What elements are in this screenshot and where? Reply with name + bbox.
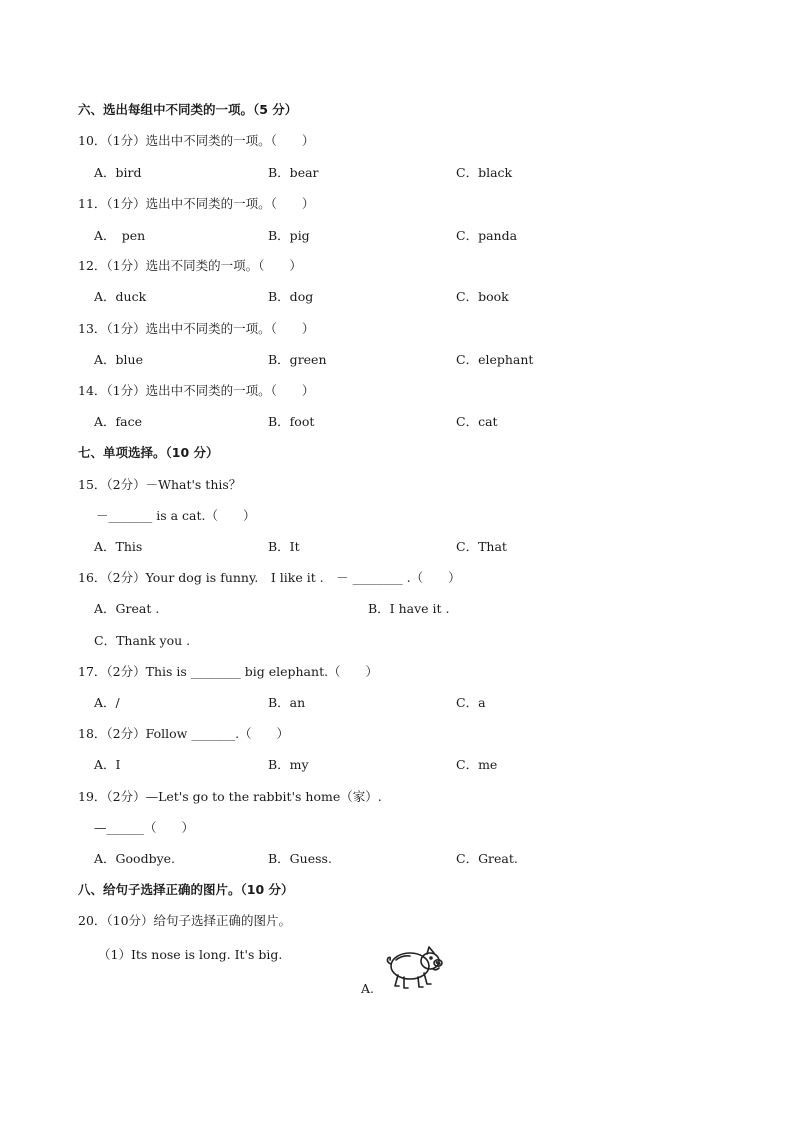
- question-14-option-b[interactable]: B．foot: [268, 414, 315, 429]
- question-12-option-c[interactable]: C．book: [456, 289, 509, 304]
- question-19-stem: 19．（2分）—Let's go to the rabbit's home（家）.: [78, 789, 382, 804]
- question-14-stem: 14．（1分）选出中不同类的一项。（ ）: [78, 383, 315, 398]
- question-13-stem: 13．（1分）选出中不同类的一项。（ ）: [78, 321, 315, 336]
- question-10-option-a[interactable]: A．bird: [94, 165, 142, 180]
- question-12-stem: 12．（1分）选出不同类的一项。（ ）: [78, 258, 302, 273]
- section-heading-six: 六、选出每组中不同类的一项。（5 分）: [78, 102, 298, 117]
- section-heading-eight: 八、给句子选择正确的图片。（10 分）: [78, 882, 294, 897]
- question-17-option-c[interactable]: C．a: [456, 695, 486, 710]
- question-20-picture-label-a: A.: [361, 981, 375, 996]
- question-16-option-c[interactable]: C．Thank you .: [94, 633, 191, 648]
- question-12-option-a[interactable]: A．duck: [94, 289, 147, 304]
- question-10-option-c[interactable]: C．black: [456, 165, 513, 180]
- question-18-option-c[interactable]: C．me: [456, 757, 498, 772]
- question-17-option-b[interactable]: B．an: [268, 695, 306, 710]
- question-15-option-a[interactable]: A．This: [94, 539, 143, 554]
- question-14-option-c[interactable]: C．cat: [456, 414, 498, 429]
- question-13-option-c[interactable]: C．elephant: [456, 352, 534, 367]
- question-18-stem: 18．（2分）Follow _______.（ ）: [78, 726, 290, 741]
- question-11-option-b[interactable]: B．pig: [268, 228, 310, 243]
- question-20-sub-1: （1）Its nose is long. It's big.: [98, 947, 283, 962]
- question-17-stem: 17．（2分）This is ________ big elephant.（ ）: [78, 664, 379, 679]
- question-11-option-c[interactable]: C．panda: [456, 228, 518, 243]
- question-10-option-b[interactable]: B．bear: [268, 165, 319, 180]
- question-12-option-b[interactable]: B．dog: [268, 289, 314, 304]
- section-heading-seven: 七、单项选择。（10 分）: [78, 445, 219, 460]
- question-16-stem: 16．（2分）Your dog is funny. I like it . － ________ .（ ）: [78, 570, 461, 585]
- question-16-option-b[interactable]: B．I have it .: [368, 601, 450, 616]
- pig-icon[interactable]: [384, 944, 446, 992]
- question-10-stem: 10．（1分）选出中不同类的一项。（ ）: [78, 133, 315, 148]
- question-17-option-a[interactable]: A．/: [94, 695, 120, 710]
- question-15-option-b[interactable]: B．It: [268, 539, 300, 554]
- question-20-stem: 20．（10分）给句子选择正确的图片。: [78, 913, 292, 928]
- question-14-option-a[interactable]: A．face: [94, 414, 143, 429]
- question-13-option-b[interactable]: B．green: [268, 352, 327, 367]
- question-13-option-a[interactable]: A．blue: [94, 352, 143, 367]
- question-18-option-a[interactable]: A．I: [94, 757, 121, 772]
- question-19-option-a[interactable]: A．Goodbye.: [94, 851, 175, 866]
- question-15-line2: －_______ is a cat.（ ）: [96, 508, 256, 523]
- question-11-option-a[interactable]: A． pen: [94, 228, 146, 243]
- question-19-option-b[interactable]: B．Guess.: [268, 851, 332, 866]
- question-18-option-b[interactable]: B．my: [268, 757, 309, 772]
- question-19-option-c[interactable]: C．Great.: [456, 851, 518, 866]
- question-15-option-c[interactable]: C．That: [456, 539, 507, 554]
- question-11-stem: 11．（1分）选出中不同类的一项。（ ）: [78, 196, 315, 211]
- question-16-option-a[interactable]: A．Great .: [94, 601, 160, 616]
- question-15-stem: 15．（2分）－What's this？: [78, 477, 242, 492]
- question-19-line2: —______（ ）: [94, 820, 195, 835]
